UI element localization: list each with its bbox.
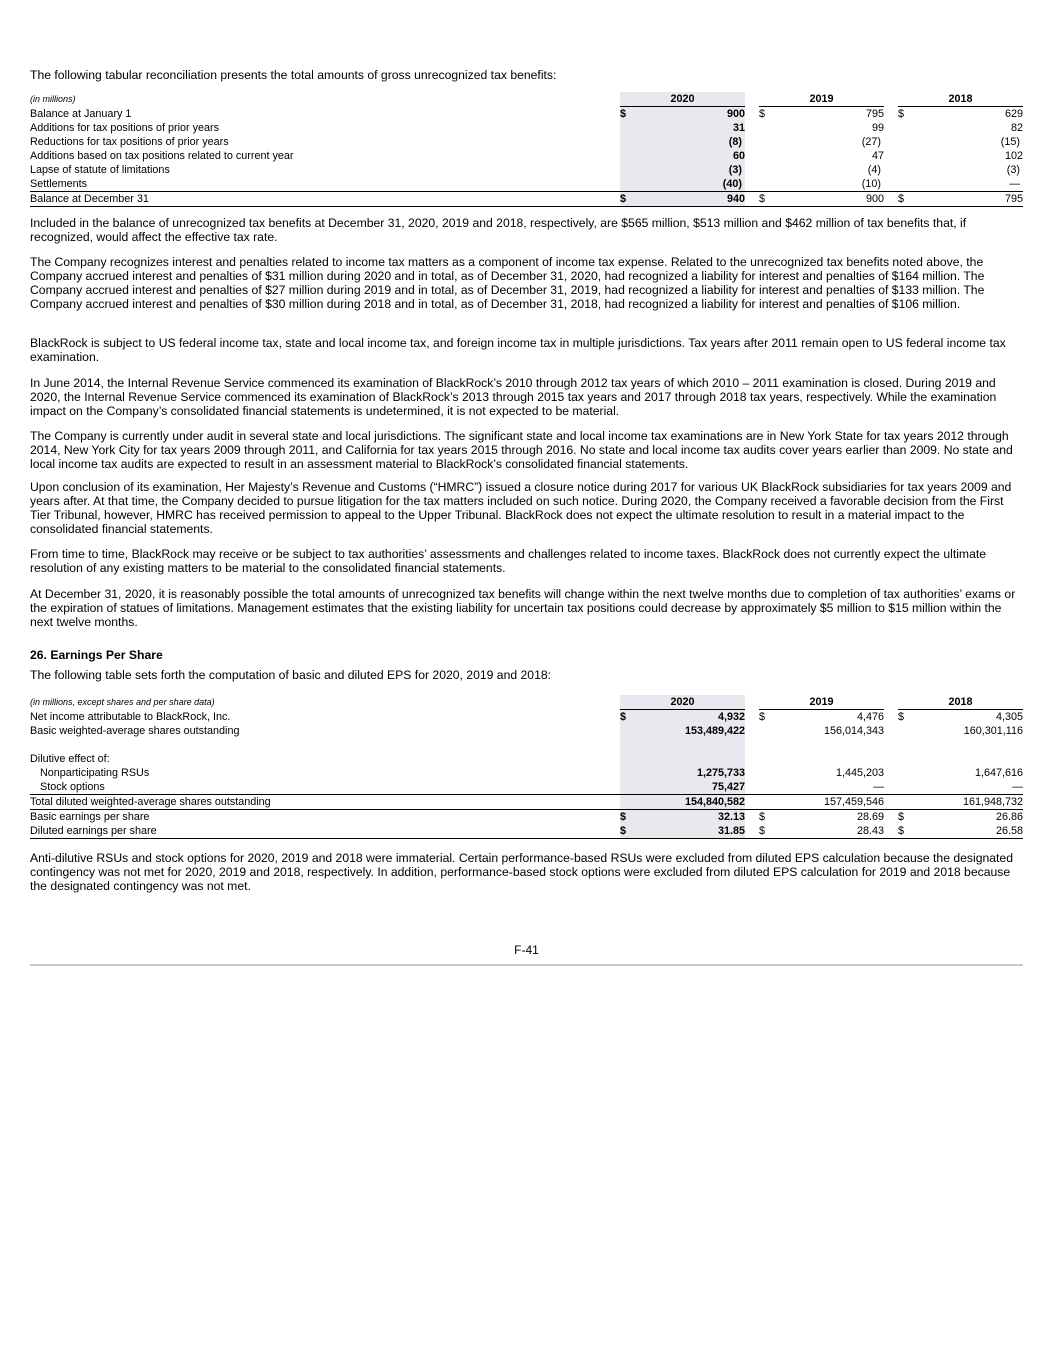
row-label: Additions for tax positions of prior years — [30, 122, 220, 134]
row-label: Dilutive effect of: — [30, 753, 110, 765]
table-unit-label: (in millions) — [30, 94, 76, 105]
table-row: Net income attributable to BlackRock, Inc. $ 4,932 $ 4,476 $ 4,305 — [30, 710, 1023, 723]
paragraph: From time to time, BlackRock may receive or be subject to tax authorities’ assessments and challenges related to income taxes. BlackRock does not currently expect the ultimate resolution of any existing matters to be material to the consolidated financial statements. — [30, 547, 987, 576]
row-label: Additions based on tax positions related to current year — [30, 150, 294, 162]
table-row: Nonparticipating RSUs 1,275,733 1,445,203 1,647,616 — [30, 766, 1023, 780]
earnings-per-share-table — [30, 695, 1023, 839]
row-label: Basic earnings per share — [30, 811, 150, 823]
table-row — [30, 752, 1023, 766]
column-header-2018: 2018 — [898, 92, 1023, 107]
row-label: Lapse of statute of limitations — [30, 164, 170, 176]
page-number: F-41 — [514, 943, 539, 957]
column-header-2019: 2019 — [759, 695, 884, 710]
paragraph: In June 2014, the Internal Revenue Service commenced its examination of BlackRock’s 2010 through 2012 tax years of which 2010 – 2011 examination is closed. During 2019 and 2020, the Internal Revenue Service commenced its examination of BlackRock’s 2013 through 2015 tax years and 2017 through 2018 tax years, respectively. While the examination impact on the Company’s consolidated financial statements is undetermined, it is not expected to be material. — [30, 376, 997, 419]
paragraph: Anti-dilutive RSUs and stock options for 2020, 2019 and 2018 were immaterial. Certain performance-based RSUs were excluded from diluted EPS calculation because the designated contingency was not met for 2020, 2019 and 2018, respectively. In addition, performance-based stock options were excluded from diluted EPS calculation for 2019 and 2018 because the designated contingency was not met. — [30, 851, 1013, 894]
row-label: Net income attributable to BlackRock, Inc. — [30, 710, 231, 723]
table-row: Additions based on tax positions related to current year 60 47 102 — [30, 150, 1023, 162]
paragraph: The Company recognizes interest and penalties related to income tax matters as a component of income tax expense. Related to the unrecognized tax benefits noted above, the Company accrued interest and penalties of $31 million during 2020 and in total, as of December 31, 2020, had recognized a liability for interest and penalties of $164 million. The Company accrued interest and penalties of $27 million during 2019 and in total, as of December 31, 2019, had recognized a liability for interest and penalties of $133 million. The Company accrued interest and penalties of $30 million during 2018 and in total, as of December 31, 2018, had recognized a liability for interest and penalties of $106 million. — [30, 255, 985, 312]
table-row: Diluted earnings per share $ 31.85 $ 28.43 $ 26.58 — [30, 825, 1023, 837]
row-label: Stock options — [30, 780, 620, 795]
column-header-2020: 2020 — [620, 695, 745, 710]
row-label: Reductions for tax positions of prior years — [30, 136, 229, 148]
column-header-2019: 2019 — [759, 92, 884, 107]
table-row: Settlements (40) (10) — — [30, 177, 1023, 192]
table-row-total: Balance at December 31 $ 940 $ 900 $ 795 — [30, 193, 1023, 205]
row-label: Diluted earnings per share — [30, 824, 620, 839]
section-heading: 26. Earnings Per Share — [30, 648, 163, 662]
row-label: Settlements — [30, 177, 620, 192]
table-row: Additions for tax positions of prior years 31 99 82 — [30, 122, 1023, 134]
row-label: Balance at January 1 — [30, 107, 132, 120]
table-header-row — [30, 92, 1023, 107]
eps-table-intro: The following table sets forth the computation of basic and diluted EPS for 2020, 2019 and 2018: — [30, 668, 552, 682]
row-label: Total diluted weighted-average shares outstanding — [30, 795, 620, 810]
paragraph: Included in the balance of unrecognized tax benefits at December 31, 2020, 2019 and 2018, respectively, are $565 million, $513 million and $462 million of tax benefits that, if recognized, would affect the effective tax rate. — [30, 216, 967, 245]
unrecognized-tax-benefits-table — [30, 92, 1023, 207]
paragraph: Upon conclusion of its examination, Her Majesty’s Revenue and Customs (“HMRC”) issued a closure notice during 2017 for various UK BlackRock subsidiaries for tax years 2009 and years after. At that time, the Company decided to pursue litigation for the tax matters included on such notice. During 2020, the Company received a favorable decision from the First Tier Tribunal, however, HMRC has received permission to appeal to the Upper Tribunal. BlackRock does not expect the ultimate resolution to result in a material impact to the consolidated financial statements. — [30, 480, 1012, 537]
table-row: Basic weighted-average shares outstanding 153,489,422 156,014,343 160,301,116 — [30, 725, 1023, 737]
row-label: Basic weighted-average shares outstanding — [30, 725, 240, 737]
table-row-total: Total diluted weighted-average shares outstanding 154,840,582 157,459,546 161,948,732 — [30, 796, 1023, 808]
table-row: Balance at January 1 $ 900 $ 795 $ 629 — [30, 107, 1023, 120]
table-row: Basic earnings per share $ 32.13 $ 28.69 $ 26.86 — [30, 811, 1023, 823]
table-header-row — [30, 695, 1023, 710]
column-header-2020: 2020 — [620, 92, 745, 107]
paragraph: At December 31, 2020, it is reasonably possible the total amounts of unrecognized tax benefits will change within the next twelve months due to completion of tax authorities’ exams or the expiration of statues of limitations. Management estimates that the existing liability for uncertain tax positions could decrease by approximately $5 million to $15 million within the next twelve months. — [30, 587, 1016, 630]
row-label: Balance at December 31 — [30, 192, 620, 207]
table-row: Lapse of statute of limitations (3) (4) (3) — [30, 164, 1020, 176]
table-unit-label: (in millions, except shares and per share data) — [30, 697, 215, 708]
table-row: Reductions for tax positions of prior years (8) (27) (15) — [30, 136, 1020, 148]
row-label: Nonparticipating RSUs — [40, 767, 150, 779]
paragraph: The Company is currently under audit in several state and local jurisdictions. The significant state and local income tax examinations are in New York State for tax years 2012 through 2014, New York City for tax years 2009 through 2011, and California for tax years 2015 through 2016. No state and local income tax audits cover years earlier than 2009. No state and local income tax audits are expected to result in an assessment material to BlackRock’s consolidated financial statements. — [30, 429, 1013, 472]
table-row: Stock options 75,427 — — — [30, 780, 1023, 795]
column-header-2018: 2018 — [898, 695, 1023, 710]
paragraph: BlackRock is subject to US federal income tax, state and local income tax, and foreign income tax in multiple jurisdictions. Tax years after 2011 remain open to US federal income tax examination. — [30, 336, 1006, 365]
tax-table-intro: The following tabular reconciliation presents the total amounts of gross unrecognized tax benefits: — [30, 68, 557, 82]
footer-divider — [30, 964, 1023, 966]
